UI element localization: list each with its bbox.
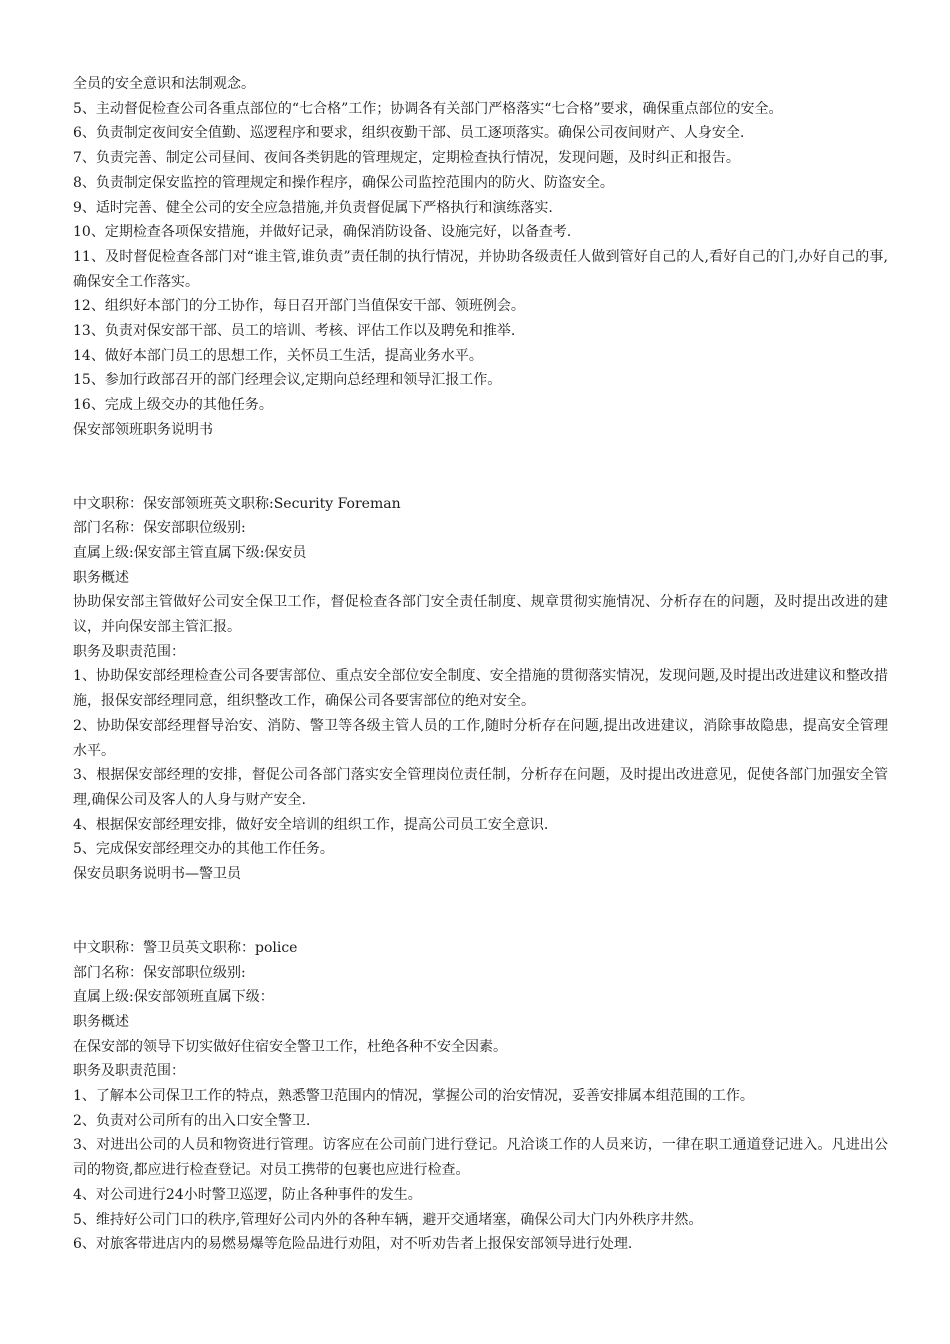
department-field: 部门名称：保安部职位级别:	[73, 964, 246, 981]
duty-item-5: 5、完成保安部经理交办的其他工作任务。	[73, 841, 334, 858]
section-heading: 保安员职务说明书—警卫员	[73, 866, 241, 883]
job-title-field: 中文职称：保安部领班英文职称:Security Foreman	[73, 495, 401, 512]
duty-item-7: 7、负责完善、制定公司昼间、夜间各类钥匙的管理规定，定期检查执行情况，发现问题，及时纠正和报告。	[73, 150, 740, 167]
duty-item-8: 8、负责制定保安监控的管理规定和操作程序，确保公司监控范围内的防火、防盗安全。	[73, 174, 614, 191]
duty-item-10: 10、定期检查各项保安措施，并做好记录，确保消防设备、设施完好，以备查考.	[73, 224, 572, 241]
section-security-foreman	[73, 492, 888, 887]
reporting-field: 直属上级:保安部主管直属下级:保安员	[73, 544, 307, 561]
overview-text: 协助保安部主管做好公司安全保卫工作，督促检查各部门安全责任制度、规章贯彻实施情况、分析存在的问题，及时提出改进的建议，并向保安部主管汇报。	[73, 594, 888, 636]
duty-item-12: 12、组织好本部门的分工协作，每日召开部门当值保安干部、领班例会。	[73, 298, 525, 315]
duties-heading: 职务及职责范围：	[73, 643, 185, 660]
reporting-field: 直属上级:保安部领班直属下级：	[73, 989, 274, 1006]
duty-item-4: 4、根据保安部经理安排，做好安全培训的组织工作，提高公司员工安全意识.	[73, 816, 549, 833]
duty-item-14: 14、做好本部门员工的思想工作，关怀员工生活，提高业务水平。	[73, 347, 483, 364]
duty-item-1: 1、了解本公司保卫工作的特点，熟悉警卫范围内的情况，掌握公司的治安情况，妥善安排属本组范围的工作。	[73, 1088, 754, 1105]
overview-heading: 职务概述	[73, 1013, 129, 1030]
overview-heading: 职务概述	[73, 569, 129, 586]
duty-item-1: 1、协助保安部经理检查公司各要害部位、重点安全部位安全制度、安全措施的贯彻落实情况，发现问题,及时提出改进建议和整改措施，报保安部经理同意，组织整改工作，确保公司各要害部位的绝对安全。	[73, 668, 888, 710]
duty-item-11: 11、及时督促检查各部门对“谁主管,谁负责”责任制的执行情况，并协助各级责任人做到管好自己的人,看好自己的门,办好自己的事,确保安全工作落实。	[73, 248, 888, 290]
duty-item-2: 2、协助保安部经理督导治安、消防、警卫等各级主管人员的工作,随时分析存在问题,提出改进建议，消除事故隐患，提高安全管理水平。	[73, 717, 888, 759]
duty-item-3: 3、对进出公司的人员和物资进行管理。访客应在公司前门进行登记。凡洽谈工作的人员来访，一律在职工通道登记进入。凡进出公司的物资,都应进行检查登记。对员工携带的包裹也应进行检查。	[73, 1137, 888, 1179]
duty-item-16: 16、完成上级交办的其他任务。	[73, 397, 273, 414]
duty-item-3: 3、根据保安部经理的安排，督促公司各部门落实安全管理岗位责任制，分析存在问题，及时提出改进意见，促使各部门加强安全管理,确保公司及客人的人身与财产安全.	[73, 767, 888, 808]
duty-item-2: 2、负责对公司所有的出入口安全警卫.	[73, 1112, 311, 1129]
duty-item-9: 9、适时完善、健全公司的安全应急措施,并负责督促属下严格执行和演练落实.	[73, 199, 553, 216]
section-spacer	[73, 887, 888, 936]
job-title-field: 中文职称：警卫员英文职称：police	[73, 939, 298, 956]
department-field: 部门名称：保安部职位级别:	[73, 520, 246, 537]
overview-text: 在保安部的领导下切实做好住宿安全警卫工作，杜绝各种不安全因素。	[73, 1038, 507, 1055]
section-security-manager-duties	[73, 72, 888, 443]
duty-item-6: 6、对旅客带进店内的易燃易爆等危险品进行劝阻，对不听劝告者上报保安部领导进行处理.	[73, 1236, 633, 1253]
duties-heading: 职务及职责范围：	[73, 1063, 185, 1080]
duty-item-4: 4、对公司进行24小时警卫巡逻，防止各种事件的发生。	[73, 1186, 422, 1203]
duty-item-5: 5、维持好公司门口的秩序,管理好公司内外的各种车辆，避开交通堵塞，确保公司大门内外秩序井然。	[73, 1211, 703, 1228]
duty-item-13: 13、负责对保安部干部、员工的培训、考核、评估工作以及聘免和推举.	[73, 323, 516, 340]
section-heading: 保安部领班职务说明书	[73, 421, 213, 438]
duty-item-15: 15、参加行政部召开的部门经理会议,定期向总经理和领导汇报工作。	[73, 372, 502, 389]
text-line: 全员的安全意识和法制观念。	[73, 76, 255, 92]
section-guard	[73, 936, 888, 1257]
section-spacer	[73, 443, 888, 492]
duty-item-5: 5、主动督促检查公司各重点部位的“七合格”工作；协调各有关部门严格落实“七合格”要求，确保重点部位的安全。	[73, 100, 783, 117]
duty-item-6: 6、负责制定夜间安全值勤、巡逻程序和要求，组织夜勤干部、员工逐项落实。确保公司夜间财产、人身安全.	[73, 125, 745, 142]
document-page	[73, 72, 888, 1257]
